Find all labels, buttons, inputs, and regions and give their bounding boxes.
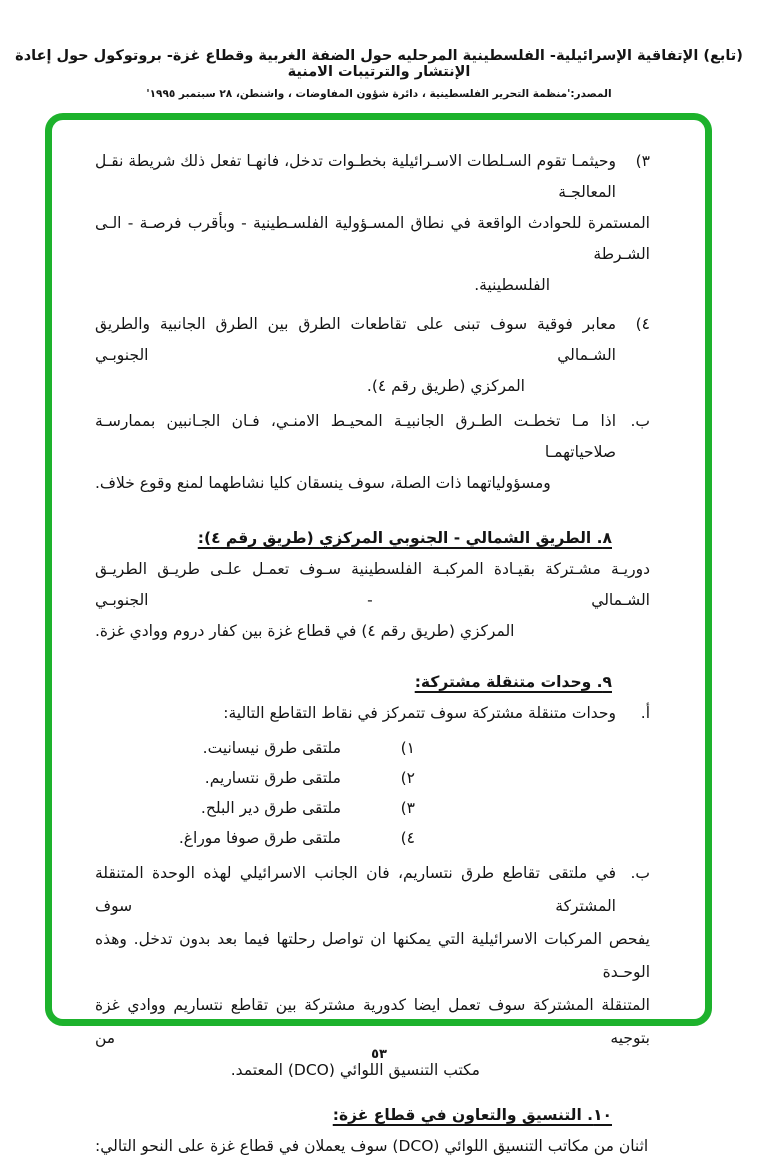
- paragraph-line: المركزي (طريق رقم ٤) في قطاع غزة بين كفار دروم ووادي غزة.: [95, 622, 515, 640]
- paragraph-line: في ملتقى تقاطع طرق نتساريم، فان الجانب الاسرائيلي لهذه الوحدة المتنقلة المشتركة سوف: [95, 864, 616, 915]
- crossroad-item: [95, 733, 650, 763]
- paragraph-line: المتنقلة المشتركة سوف تعمل ايضا كدورية مشتركة بين تقاطع نتساريم ووادي غزة بتوجيه من: [95, 996, 650, 1047]
- list-marker: ب.: [630, 412, 650, 430]
- paragraph-line: المركزي (طريق رقم ٤).: [366, 377, 525, 395]
- list-marker: ٤): [400, 829, 415, 847]
- page-number: ٥٣: [371, 1047, 387, 1062]
- paragraph-line: وحدات متنقلة مشتركة سوف تتمركز في نقاط التقاطع التالية:: [223, 704, 616, 722]
- section-10-heading: ١٠. التنسيق والتعاون في قطاع غزة:: [332, 1106, 612, 1124]
- crossroad-label: ملتقى طرق نيسانيت.: [202, 739, 341, 757]
- list-marker: ٤): [635, 315, 650, 333]
- list-marker: ١): [400, 739, 415, 757]
- list-marker: ٢): [400, 769, 415, 787]
- list-marker: ٣): [635, 152, 650, 170]
- lettered-item-b: [95, 406, 650, 499]
- paragraph-line: ومسؤولياتهما ذات الصلة، سوف ينسقان كليا نشاطهما لمنع وقوع خلاف.: [95, 474, 551, 492]
- paragraph-line: المستمرة للحوادث الواقعة في نطاق المسـؤولية الفلسـطينية - وبأقرب فرصـة - الـى الشـرطة: [95, 214, 650, 263]
- section-9-heading: ٩. وحدات متنقلة مشتركة:: [414, 673, 612, 691]
- paragraph-line: دوريـة مشـتركة بقيـادة المركبـة الفلسطينية سـوف تعمـل علـى طريـق الطريـق الشـمالي - الجنوبـي: [95, 560, 650, 609]
- document-title: (تابع) الإتفاقية الإسرائيلية- الفلسطينية المرحليه حول الضفة الغربية وقطاع غزة- بروتوكول حول إعادة الإنتشار والترتيبات الامنية: [15, 48, 743, 80]
- numbered-item-4: [95, 309, 650, 402]
- crossroad-label: ملتقى طرق نتساريم.: [204, 769, 341, 787]
- section-8-paragraph: [95, 554, 650, 647]
- list-marker: ٣): [400, 799, 415, 817]
- crossroad-item: [95, 823, 650, 853]
- paragraph-line: معابر فوقية سوف تبنى على تقاطعات الطرق بين الطرق الجانبية والطريق الشـمالي الجنوبـي: [95, 315, 616, 364]
- crossroad-label: ملتقى طرق صوفا موراغ.: [178, 829, 341, 847]
- crossroad-item: [95, 763, 650, 793]
- list-marker: ب.: [630, 864, 650, 882]
- paragraph-line: يفحص المركبات الاسرائيلية التي يمكنها ان تواصل رحلتها فيما بعد بدون تدخل. وهذه الوحـدة: [95, 930, 650, 981]
- numbered-item-3: [95, 146, 650, 301]
- document-source: المصدر:'منظمة التحرير الفلسطينية ، دائرة شؤون المفاوضات ، واشنطن، ٢٨ سبتمبر ١٩٩٥': [146, 88, 612, 100]
- crossroad-item: [95, 793, 650, 823]
- document-body: [52, 120, 705, 1162]
- section-8-heading: ٨. الطريق الشمالي - الجنوبي المركزي (طريق رقم ٤):: [197, 529, 612, 547]
- paragraph-line: وحيثمـا تقوم السـلطات الاسـرائيلية بخطـوات تدخل، فانهـا تفعل ذلك شريطة نقـل المعالجـة: [95, 152, 616, 201]
- lettered-item-a: [95, 698, 650, 729]
- paragraph-line: اذا مـا تخطـت الطـرق الجانبيـة المحيـط الامنـي، فـان الجـانبين بممارسـة صلاحياتهمـا: [95, 412, 616, 461]
- document-header: [8, 48, 750, 100]
- paragraph-line: مكتب التنسيق اللوائي (DCO) المعتمد.: [230, 1061, 480, 1079]
- crossroad-list: [95, 733, 650, 853]
- list-marker: أ.: [640, 704, 650, 722]
- crossroad-label: ملتقى طرق دير البلح.: [200, 799, 341, 817]
- paragraph-line: الفلسطينية.: [474, 276, 550, 294]
- section-10-paragraph: اثنان من مكاتب التنسيق اللوائي (DCO) سوف يعملان في قطاع غزة على النحو التالي:: [95, 1137, 649, 1155]
